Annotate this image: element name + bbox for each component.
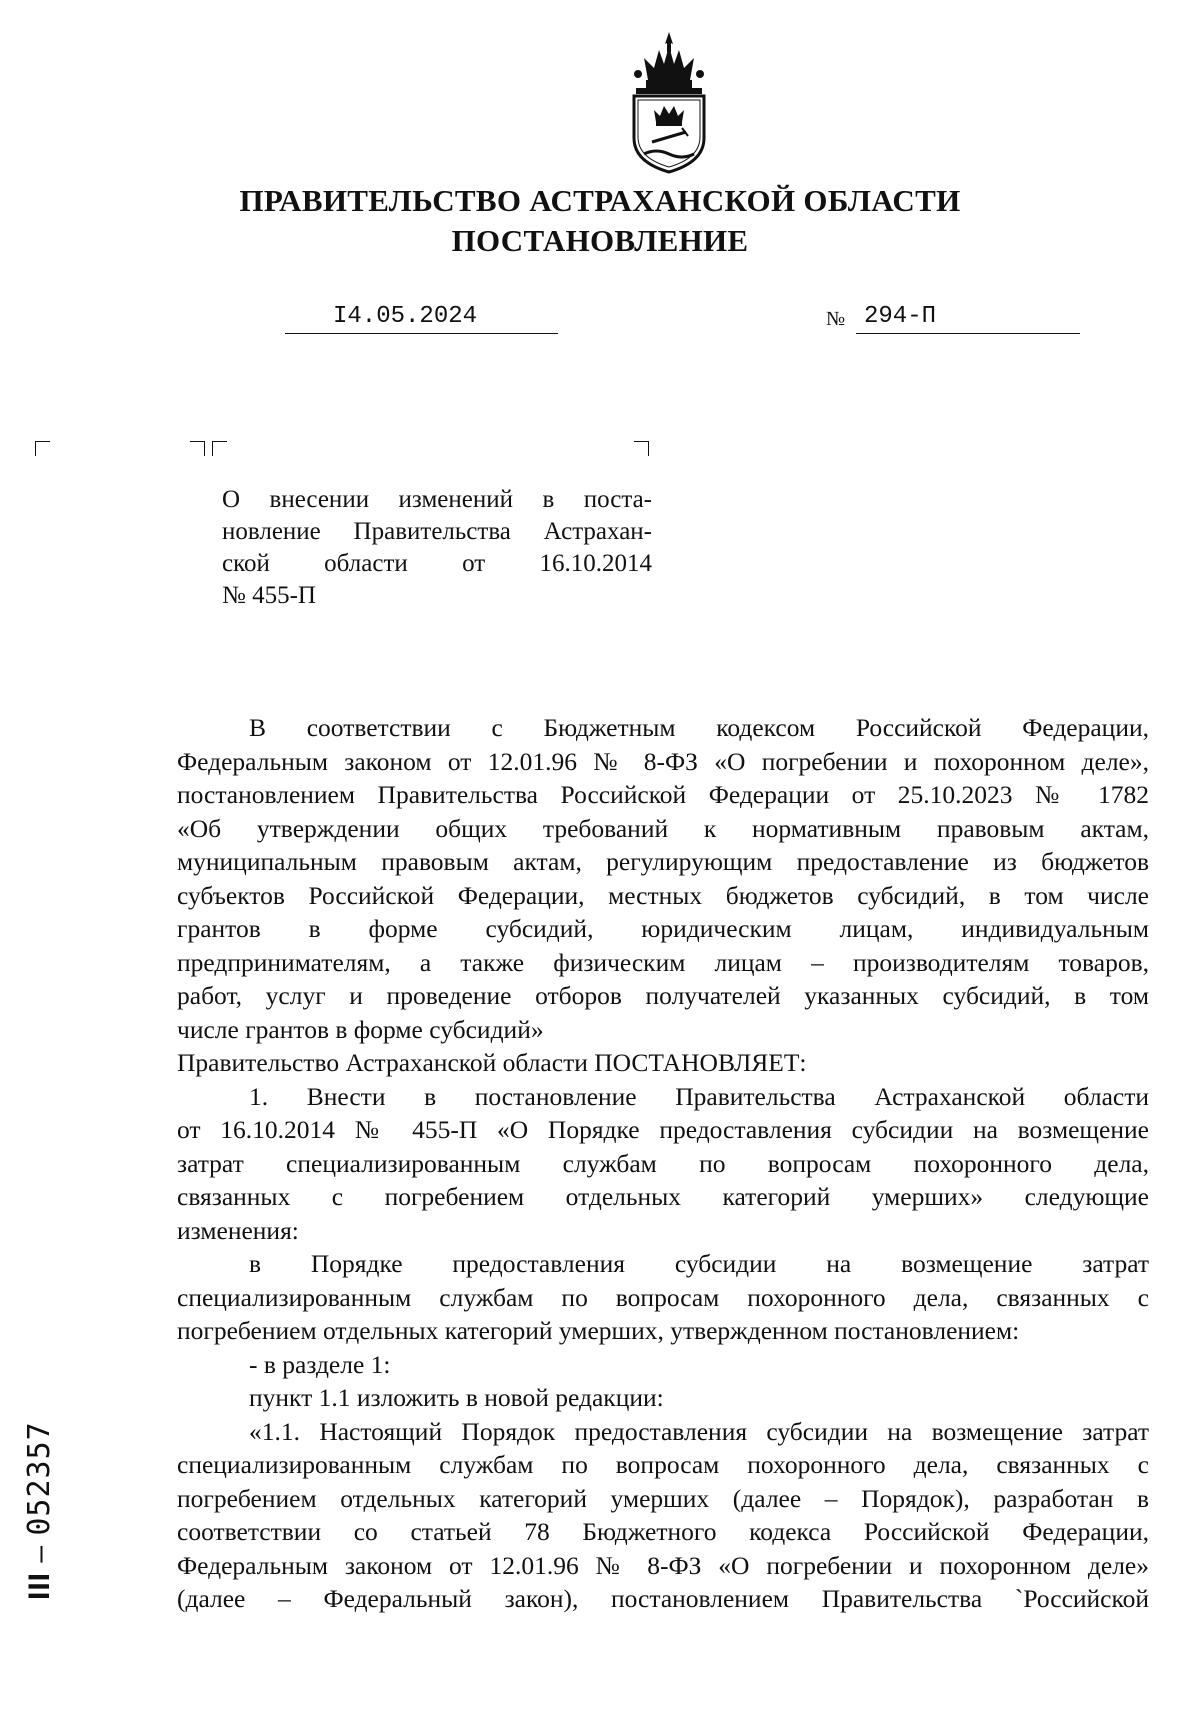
body-line: Федеральным законом от 12.01.96 № 8-ФЗ «О погребении и похоронном деле» — [177, 1550, 1149, 1580]
serial-dash: – — [23, 1535, 56, 1572]
body-line: муниципальным правовым актам, регулирующим предоставление из бюджетов — [177, 847, 1149, 876]
body-line: (далее – Федеральный закон), постановлением Правительства `Российской — [177, 1584, 1149, 1613]
body-line: субъектов Российской Федерации, местных бюджетов субсидий, в том числе — [177, 880, 1149, 910]
body-line: грантов в форме субсидий, юридическим лицам, индивидуальным — [177, 914, 1149, 943]
body-line: Правительство Астраханской области ПОСТАНОВЛЯЕТ: — [177, 1048, 807, 1077]
body-line: постановлением Правительства Российской Федерации от 25.10.2023 № 1782 — [177, 780, 1149, 809]
subject-line: ской области от 16.10.2014 — [222, 550, 652, 577]
body-line: В соответствии с Бюджетным кодексом Российской Федерации, — [249, 713, 1149, 742]
document-number: 294-П — [864, 303, 937, 330]
body-line: изменения: — [177, 1215, 299, 1245]
body-line: от 16.10.2014 № 455-П «О Порядке предоставления субсидии на возмещение — [177, 1115, 1149, 1144]
body-line: погребением отдельных категорий умерших, утвержденном постановлением: — [177, 1316, 1020, 1345]
corner-mark — [35, 441, 50, 456]
document-body — [177, 711, 1149, 1616]
body-line: работ, услуг и проведение отборов получателей указанных субсидий, в том — [177, 981, 1149, 1010]
corner-mark — [212, 441, 227, 456]
corner-mark — [634, 441, 649, 456]
body-line: специализированным службам по вопросам похоронного дела, связанных с — [177, 1450, 1149, 1479]
number-sign: № — [826, 308, 846, 330]
body-line: предпринимателям, а также физическим лицам – производителям товаров, — [177, 947, 1149, 977]
body-line: связанных с погребением отдельных категорий умерших» следующие — [177, 1182, 1149, 1211]
body-line: 1. Внести в постановление Правительства Астраханской области — [249, 1081, 1149, 1111]
subject-line: О внесении изменений в поста- — [222, 486, 652, 513]
subject-line: новление Правительства Астрахан- — [222, 518, 652, 545]
body-line: специализированным службам по вопросам похоронного дела, связанных с — [177, 1282, 1149, 1312]
form-serial-number — [22, 1421, 57, 1600]
body-line: затрат специализированным службам по вопросам похоронного дела, — [177, 1148, 1149, 1178]
document-type-title: ПОСТАНОВЛЕНИЕ — [451, 223, 749, 258]
body-line: в Порядке предоставления субсидии на возмещение затрат — [249, 1249, 1149, 1278]
number-field — [856, 303, 1080, 334]
corner-mark — [190, 441, 205, 456]
coat-of-arms-emblem — [626, 30, 712, 176]
body-line: - в разделе 1: — [249, 1349, 391, 1379]
subject-line: № 455-П — [222, 582, 316, 609]
body-line: числе грантов в форме субсидий» — [177, 1014, 544, 1044]
body-line: «Об утверждении общих требований к нормативным правовым актам, — [177, 813, 1149, 843]
date-field — [285, 303, 558, 334]
body-line: Федеральным законом от 12.01.96 № 8-ФЗ «О погребении и похоронном деле», — [177, 746, 1149, 776]
body-line: пункт 1.1 изложить в новой редакции: — [249, 1383, 664, 1412]
body-line: соответствии со статьей 78 Бюджетного кодекса Российской Федерации, — [177, 1517, 1149, 1546]
serial-number: 052357 — [22, 1421, 57, 1536]
document-date: I4.05.2024 — [333, 303, 478, 330]
organization-title: ПРАВИТЕЛЬСТВО АСТРАХАНСКОЙ ОБЛАСТИ — [239, 183, 961, 218]
body-line: погребением отдельных категорий умерших (далее – Порядок), разработан в — [177, 1483, 1149, 1513]
serial-prefix: III — [23, 1571, 56, 1600]
body-line: «1.1. Настоящий Порядок предоставления субсидии на возмещение затрат — [249, 1416, 1149, 1446]
document-subject — [222, 484, 652, 612]
